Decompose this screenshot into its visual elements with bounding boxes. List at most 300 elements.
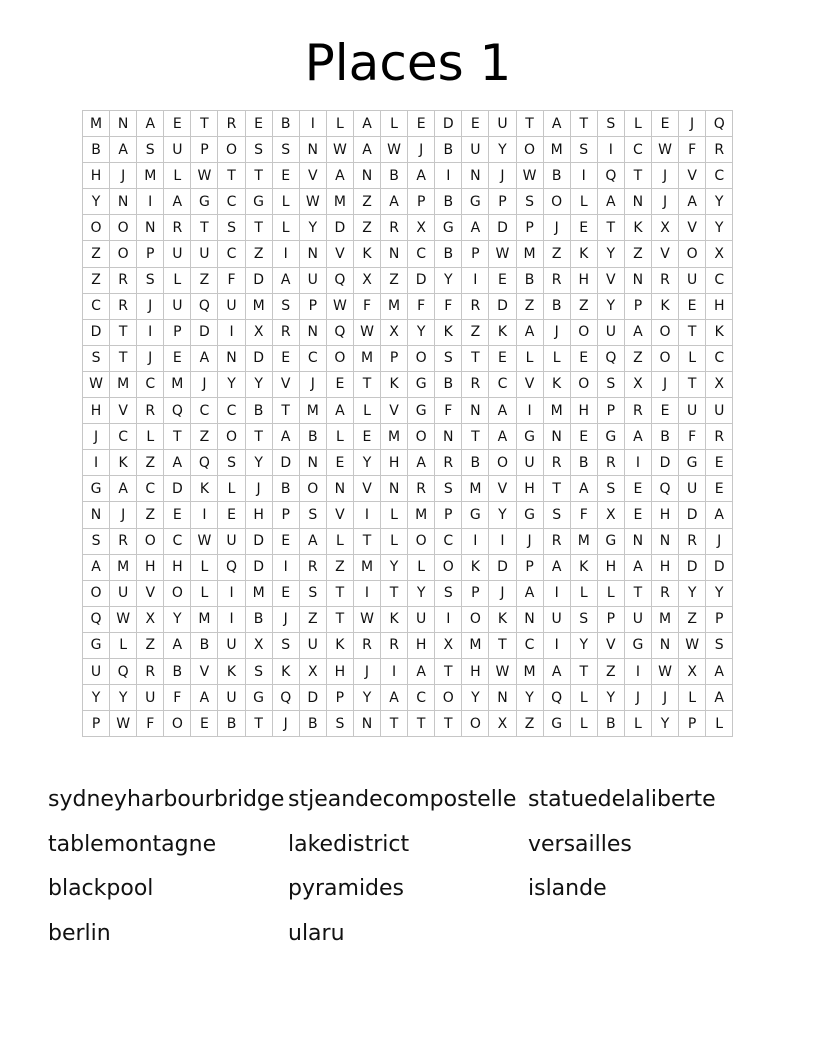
grid-cell: E [489,267,516,293]
grid-cell: T [462,345,489,371]
grid-cell: O [408,345,435,371]
grid-cell: H [164,554,191,580]
grid-cell: T [408,711,435,737]
grid-cell: Y [489,502,516,528]
grid-cell: R [624,398,651,424]
grid-cell: Y [381,554,408,580]
grid-cell: U [218,632,245,658]
grid-cell: E [272,345,299,371]
grid-row [83,267,733,293]
grid-cell: R [164,215,191,241]
grid-cell: O [570,371,597,397]
grid-cell: J [651,371,678,397]
grid-cell: C [137,371,164,397]
grid-cell: R [597,450,624,476]
grid-cell: C [435,528,462,554]
grid-cell: K [353,241,380,267]
grid-cell: P [326,685,353,711]
grid-cell: L [353,398,380,424]
grid-cell: I [353,502,380,528]
word-list [48,778,768,956]
grid-row [83,345,733,371]
grid-cell: W [191,528,218,554]
grid-cell: I [516,398,543,424]
grid-cell: K [570,241,597,267]
grid-cell: A [408,658,435,684]
grid-cell: V [353,476,380,502]
grid-cell: B [218,711,245,737]
grid-cell: P [137,241,164,267]
grid-cell: T [218,163,245,189]
grid-cell: M [137,163,164,189]
grid-cell: Y [597,685,624,711]
grid-cell: U [164,293,191,319]
grid-cell: W [679,632,706,658]
grid-cell: T [110,345,137,371]
grid-cell: M [191,606,218,632]
grid-cell: O [408,528,435,554]
grid-cell: L [218,476,245,502]
grid-row [83,711,733,737]
grid-cell: P [489,189,516,215]
grid-cell: A [299,528,326,554]
grid-cell: E [326,450,353,476]
grid-cell: Q [651,476,678,502]
grid-cell: R [651,267,678,293]
grid-cell: Q [597,345,624,371]
grid-cell: P [83,711,110,737]
grid-cell: O [83,215,110,241]
grid-cell: N [353,163,380,189]
grid-cell: A [191,345,218,371]
grid-cell: U [706,398,733,424]
grid-cell: T [543,476,570,502]
grid-cell: C [299,345,326,371]
grid-cell: K [651,293,678,319]
grid-cell: V [679,163,706,189]
grid-cell: X [706,241,733,267]
grid-cell: X [408,215,435,241]
grid-cell: V [191,658,218,684]
grid-cell: T [679,371,706,397]
grid-cell: E [651,111,678,137]
grid-cell: I [137,189,164,215]
grid-cell: E [651,398,678,424]
grid-cell: O [435,685,462,711]
grid-cell: F [679,424,706,450]
grid-cell: H [326,658,353,684]
grid-cell: D [489,293,516,319]
grid-cell: M [83,111,110,137]
grid-cell: R [679,528,706,554]
grid-row [83,554,733,580]
grid-cell: P [706,606,733,632]
grid-cell: B [272,476,299,502]
grid-cell: A [706,502,733,528]
grid-cell: S [83,528,110,554]
grid-cell: W [353,606,380,632]
grid-cell: R [299,554,326,580]
word-list-item: stjeandecompostelle [288,787,517,812]
grid-cell: D [679,554,706,580]
grid-cell: H [83,163,110,189]
grid-cell: X [706,371,733,397]
grid-cell: N [110,189,137,215]
grid-cell: M [353,345,380,371]
grid-cell: B [83,137,110,163]
grid-cell: D [299,685,326,711]
grid-cell: B [164,658,191,684]
grid-cell: I [299,111,326,137]
grid-cell: L [164,163,191,189]
grid-cell: X [245,632,272,658]
grid-cell: E [164,111,191,137]
grid-cell: F [435,398,462,424]
grid-cell: A [489,424,516,450]
grid-cell: F [218,267,245,293]
grid-cell: Y [408,319,435,345]
grid-cell: T [624,580,651,606]
grid-cell: O [516,137,543,163]
grid-cell: Z [191,267,218,293]
grid-cell: H [408,632,435,658]
grid-cell: M [516,241,543,267]
grid-cell: U [299,632,326,658]
grid-cell: A [353,137,380,163]
grid-cell: B [543,293,570,319]
grid-cell: R [435,450,462,476]
grid-cell: A [110,476,137,502]
grid-cell: O [164,711,191,737]
grid-cell: O [110,215,137,241]
grid-cell: C [516,632,543,658]
grid-cell: S [137,267,164,293]
grid-cell: F [353,293,380,319]
grid-cell: O [326,345,353,371]
grid-cell: W [299,189,326,215]
grid-cell: Z [191,424,218,450]
grid-cell: R [137,398,164,424]
grid-cell: S [218,450,245,476]
grid-cell: N [489,685,516,711]
grid-cell: M [570,528,597,554]
grid-cell: C [218,189,245,215]
grid-cell: C [624,137,651,163]
grid-cell: D [408,267,435,293]
grid-cell: T [489,632,516,658]
grid-cell: A [110,137,137,163]
grid-cell: L [597,580,624,606]
grid-cell: Q [218,554,245,580]
grid-cell: B [516,267,543,293]
grid-cell: B [191,632,218,658]
grid-cell: M [326,189,353,215]
grid-cell: X [624,371,651,397]
grid-cell: O [299,476,326,502]
grid-cell: Q [110,658,137,684]
grid-cell: Z [624,345,651,371]
grid-cell: I [272,554,299,580]
grid-cell: Q [191,293,218,319]
grid-cell: Z [597,658,624,684]
grid-cell: D [706,554,733,580]
grid-cell: N [353,711,380,737]
grid-cell: O [651,319,678,345]
grid-cell: T [516,111,543,137]
grid-cell: B [245,606,272,632]
grid-cell: V [489,476,516,502]
grid-cell: D [489,215,516,241]
grid-cell: S [597,111,624,137]
grid-cell: R [381,632,408,658]
grid-cell: K [272,658,299,684]
grid-cell: A [408,163,435,189]
grid-cell: B [435,189,462,215]
grid-row [83,189,733,215]
grid-cell: A [381,685,408,711]
grid-cell: D [83,319,110,345]
grid-cell: B [381,163,408,189]
grid-cell: U [408,606,435,632]
word-list-item: lakedistrict [288,831,410,857]
grid-cell: D [435,111,462,137]
grid-cell: T [353,528,380,554]
grid-cell: A [543,658,570,684]
grid-cell: P [597,606,624,632]
grid-cell: Q [706,111,733,137]
grid-cell: T [679,319,706,345]
grid-cell: E [408,111,435,137]
grid-cell: W [381,137,408,163]
grid-cell: E [218,502,245,528]
grid-cell: D [245,267,272,293]
grid-cell: P [462,580,489,606]
grid-cell: O [651,345,678,371]
grid-cell: J [353,658,380,684]
grid-cell: O [543,189,570,215]
grid-cell: E [272,580,299,606]
grid-row [83,632,733,658]
grid-cell: S [435,476,462,502]
grid-cell: A [624,554,651,580]
grid-cell: H [516,476,543,502]
grid-row [83,606,733,632]
grid-cell: M [353,554,380,580]
grid-cell: M [110,554,137,580]
grid-cell: V [326,241,353,267]
grid-cell: L [624,111,651,137]
grid-cell: T [245,163,272,189]
grid-cell: S [570,606,597,632]
grid-cell: A [381,189,408,215]
grid-cell: J [489,580,516,606]
grid-cell: W [516,163,543,189]
grid-cell: T [245,215,272,241]
grid-cell: E [191,711,218,737]
grid-cell: S [706,632,733,658]
grid-cell: R [110,293,137,319]
grid-cell: C [408,685,435,711]
grid-cell: U [624,606,651,632]
grid-cell: E [624,476,651,502]
grid-cell: D [245,554,272,580]
grid-cell: X [299,658,326,684]
grid-cell: T [435,658,462,684]
grid-cell: P [679,711,706,737]
grid-cell: X [381,319,408,345]
grid-cell: K [218,658,245,684]
grid-cell: E [570,424,597,450]
grid-cell: W [353,319,380,345]
grid-cell: I [137,319,164,345]
grid-cell: V [597,267,624,293]
grid-cell: R [408,476,435,502]
grid-row [83,502,733,528]
grid-cell: Z [462,319,489,345]
grid-cell: Z [326,554,353,580]
grid-cell: O [570,319,597,345]
grid-cell: H [137,554,164,580]
grid-cell: U [164,241,191,267]
grid-cell: C [83,293,110,319]
grid-cell: H [245,502,272,528]
grid-cell: N [299,450,326,476]
grid-cell: Y [570,632,597,658]
grid-cell: T [570,111,597,137]
grid-cell: X [489,711,516,737]
word-list-item: ularu [288,920,345,946]
grid-cell: I [543,580,570,606]
grid-cell: T [624,163,651,189]
grid-cell: L [326,424,353,450]
grid-cell: P [272,502,299,528]
grid-cell: L [272,215,299,241]
grid-cell: L [706,711,733,737]
grid-cell: S [435,580,462,606]
grid-cell: G [624,632,651,658]
grid-cell: A [408,450,435,476]
word-list-item: islande [528,876,607,901]
grid-cell: Y [679,580,706,606]
grid-cell: A [137,111,164,137]
grid-cell: G [83,476,110,502]
grid-cell: M [110,371,137,397]
grid-cell: Y [597,241,624,267]
grid-cell: I [218,319,245,345]
grid-cell: Q [83,606,110,632]
grid-cell: E [706,476,733,502]
grid-cell: J [489,163,516,189]
grid-cell: Y [706,215,733,241]
word-list-item: blackpool [48,876,154,901]
grid-cell: Y [489,137,516,163]
grid-cell: G [435,215,462,241]
grid-cell: A [597,189,624,215]
grid-cell: I [83,450,110,476]
grid-cell: P [191,137,218,163]
letter-grid [82,110,733,737]
grid-cell: I [624,658,651,684]
grid-cell: S [435,345,462,371]
grid-cell: T [191,111,218,137]
grid-cell: J [299,371,326,397]
grid-cell: E [164,502,191,528]
grid-cell: N [624,267,651,293]
grid-cell: R [543,267,570,293]
grid-row [83,111,733,137]
grid-cell: K [489,319,516,345]
grid-cell: S [299,580,326,606]
grid-cell: U [679,398,706,424]
grid-cell: X [679,658,706,684]
grid-cell: T [245,424,272,450]
grid-cell: T [191,215,218,241]
grid-cell: K [462,554,489,580]
grid-cell: R [543,450,570,476]
grid-cell: Y [353,450,380,476]
grid-cell: K [543,371,570,397]
grid-cell: S [597,371,624,397]
grid-cell: P [435,502,462,528]
grid-cell: U [543,606,570,632]
grid-cell: Y [245,371,272,397]
grid-row [83,137,733,163]
grid-cell: I [191,502,218,528]
grid-cell: F [137,711,164,737]
grid-cell: U [597,319,624,345]
grid-cell: J [137,293,164,319]
grid-cell: F [679,137,706,163]
grid-cell: X [651,215,678,241]
grid-cell: X [597,502,624,528]
grid-cell: A [83,554,110,580]
grid-cell: U [218,528,245,554]
grid-cell: K [489,606,516,632]
grid-cell: O [489,450,516,476]
grid-cell: Z [516,293,543,319]
grid-cell: Z [137,450,164,476]
grid-cell: U [137,685,164,711]
grid-cell: D [272,450,299,476]
grid-cell: O [408,424,435,450]
grid-cell: C [164,528,191,554]
grid-cell: J [651,189,678,215]
grid-cell: J [706,528,733,554]
grid-cell: J [272,606,299,632]
grid-cell: R [218,111,245,137]
grid-cell: U [299,267,326,293]
grid-cell: G [245,189,272,215]
grid-cell: O [83,580,110,606]
grid-cell: R [381,215,408,241]
grid-cell: S [326,711,353,737]
grid-cell: M [164,371,191,397]
grid-cell: H [381,450,408,476]
grid-cell: O [110,241,137,267]
grid-cell: K [326,632,353,658]
grid-row [83,215,733,241]
grid-cell: B [435,137,462,163]
grid-cell: S [272,137,299,163]
grid-cell: Y [462,685,489,711]
grid-cell: R [543,528,570,554]
grid-cell: V [299,163,326,189]
grid-cell: Y [353,685,380,711]
grid-cell: B [570,450,597,476]
grid-cell: S [137,137,164,163]
grid-cell: Z [137,502,164,528]
grid-cell: O [462,711,489,737]
